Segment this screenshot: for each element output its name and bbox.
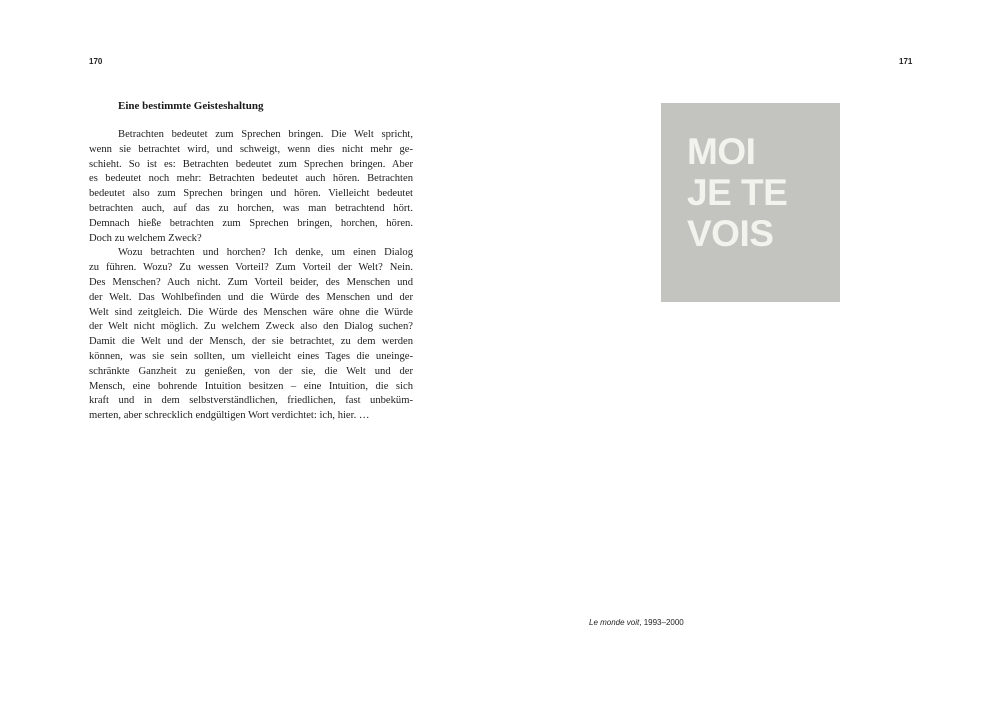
artwork-image — [661, 103, 840, 302]
body-text-line: Wozu betrachten und horchen? Ich denke, um einen Dialog — [118, 247, 413, 259]
artwork-text-line: MOI — [687, 131, 756, 172]
body-text-line: Mensch, eine bohrende Intuition besitzen – eine Intuition, die sich — [89, 380, 413, 392]
body-text-line: schränkte Ganzheit zu genießen, von der sie, die Welt und der — [89, 365, 413, 377]
artwork-text-line: VOIS — [687, 213, 774, 254]
body-text-line: bedeutet also zum Sprechen bringen und hören. Vielleicht bedeutet — [89, 188, 413, 200]
body-text-line: betrachten auch, auf das zu horchen, was man betrachtend hört. — [89, 202, 413, 214]
page-number-left: 170 — [89, 57, 103, 66]
body-text-line: Demnach hieße betrachten zum Sprechen bringen, horchen, hören. — [89, 217, 413, 229]
body-text-line: schieht. So ist es: Betrachten bedeutet zum Sprechen bringen. Aber — [89, 158, 413, 170]
artwork-text-line: JE TE — [687, 172, 788, 213]
caption-title: Le monde voit — [589, 618, 640, 627]
body-text-line: zu führen. Wozu? Zu wessen Vorteil? Zum Vorteil der Welt? Nein. — [89, 262, 413, 274]
body-text-line: merten, aber schrecklich endgültigen Wort verdichtet: ich, hier. … — [89, 410, 370, 422]
body-text-line: der Welt. Das Wohlbefinden und die Würde des Menschen und der — [89, 291, 413, 303]
body-text-line: Doch zu welchem Zweck? — [89, 232, 202, 244]
body-text-line: Damit die Welt und der Mensch, der sie betrachtet, zu dem werden — [89, 336, 413, 348]
body-text-line: Welt sind zeitgleich. Die Würde des Menschen wäre ohne die Würde — [89, 306, 413, 318]
body-text-line: Des Menschen? Auch nicht. Zum Vorteil beider, des Menschen und — [89, 276, 413, 288]
body-text-line: können, was sie sein sollten, um vielleicht eines Tages die uneinge- — [89, 350, 413, 362]
caption-date: , 1993–2000 — [639, 618, 684, 627]
section-heading: Eine bestimmte Geisteshaltung — [118, 100, 264, 112]
body-text-line: Betrachten bedeutet zum Sprechen bringen. Die Welt spricht, — [118, 129, 413, 140]
page-number-right: 171 — [899, 57, 913, 66]
body-text-line: es bedeutet noch mehr: Betrachten bedeutet auch hören. Betrachten — [89, 173, 413, 185]
body-text-line: der Welt nicht möglich. Zu welchem Zweck also den Dialog suchen? — [89, 321, 413, 333]
image-caption — [589, 618, 684, 627]
body-text — [89, 128, 413, 424]
body-text-line: kraft und in dem selbstverständlichen, friedlichen, fast unbeküm- — [89, 395, 413, 407]
body-text-line: wenn sie betrachtet wird, und schweigt, wenn dies nicht mehr ge- — [89, 143, 413, 155]
